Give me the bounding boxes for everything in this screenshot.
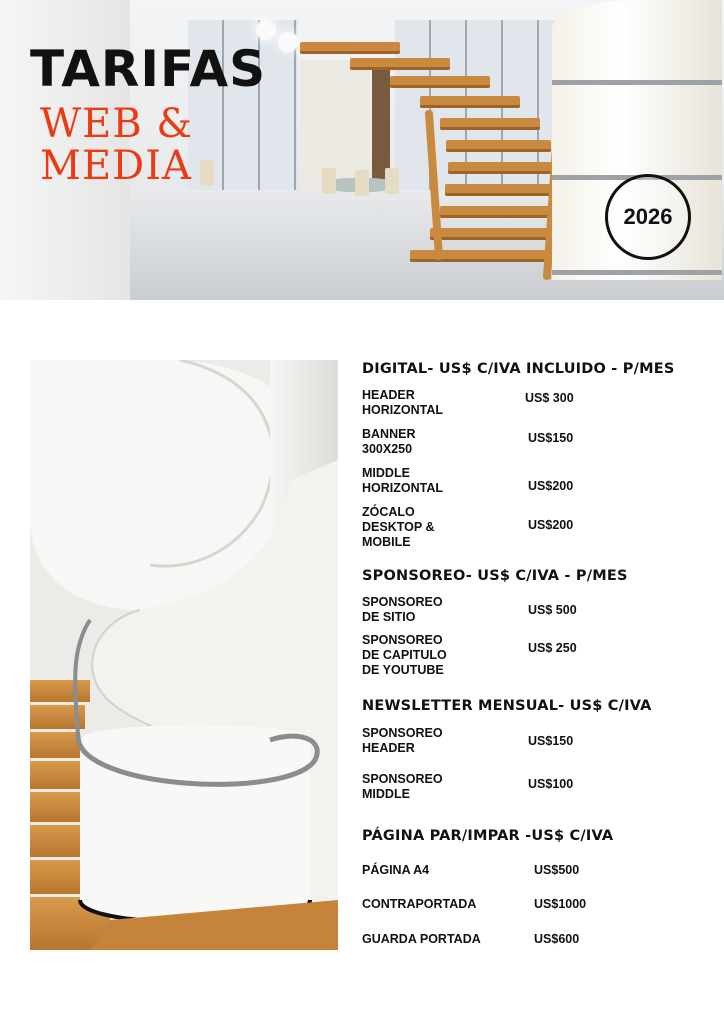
stair-step — [445, 184, 563, 196]
stair-step — [440, 118, 540, 130]
item-price: US$ 250 — [528, 641, 577, 655]
year-badge: 2026 — [605, 174, 691, 260]
item-price: US$150 — [528, 431, 574, 445]
stair-step — [448, 162, 558, 174]
item-price: US$100 — [528, 777, 574, 791]
item-price: US$200 — [528, 479, 574, 493]
chair — [355, 170, 369, 196]
section-heading-pagina: PÁGINA PAR/IMPAR -US$ C/IVA — [362, 828, 614, 844]
column-band — [552, 270, 722, 275]
page-title: TARIFAS — [30, 40, 267, 98]
item-label: HEADER HORIZONTAL — [362, 388, 444, 417]
item-price: US$ 300 — [525, 391, 574, 405]
staircase-illustration — [30, 360, 338, 950]
item-label: SPONSOREO DE SITIO — [362, 595, 443, 624]
stair-step — [300, 42, 400, 54]
section-heading-sponsoreo: SPONSOREO- US$ C/IVA - P/MES — [362, 568, 628, 584]
item-label: SPONSOREO HEADER — [362, 726, 443, 755]
stair-step — [420, 96, 520, 108]
section-heading-digital: DIGITAL- US$ C/IVA INCLUIDO - P/MES — [362, 361, 675, 377]
chair — [322, 168, 336, 194]
stair-step — [390, 76, 490, 88]
column-band — [552, 80, 722, 85]
stair-step — [410, 250, 560, 262]
item-label: SPONSOREO DE CAPITULO DE YOUTUBE — [362, 633, 447, 677]
item-label: CONTRAPORTADA — [362, 897, 477, 911]
stair-step — [446, 140, 551, 152]
section-heading-newsletter: NEWSLETTER MENSUAL- US$ C/IVA — [362, 698, 652, 714]
item-price: US$500 — [534, 863, 580, 877]
item-label: GUARDA PORTADA — [362, 932, 481, 946]
chair — [385, 168, 399, 194]
chair — [200, 160, 214, 186]
item-price: US$600 — [534, 932, 580, 946]
subtitle-line2: MEDIA — [40, 143, 192, 189]
staircase-photo — [30, 360, 338, 950]
item-label: MIDDLE HORIZONTAL — [362, 466, 444, 495]
item-price: US$150 — [528, 734, 574, 748]
wood-pillar — [372, 70, 390, 180]
hero-image — [0, 0, 724, 300]
pendant-lamp — [278, 32, 298, 52]
stair-step — [350, 58, 450, 70]
item-label: ZÓCALO DESKTOP & MOBILE — [362, 505, 435, 549]
item-price: US$1000 — [534, 897, 587, 911]
item-price: US$200 — [528, 518, 574, 532]
item-price: US$ 500 — [528, 603, 577, 617]
item-label: BANNER 300X250 — [362, 427, 416, 456]
subtitle-line1: WEB & — [40, 101, 194, 147]
item-label: PÁGINA A4 — [362, 863, 430, 877]
pendant-lamp — [256, 20, 276, 40]
item-label: SPONSOREO MIDDLE — [362, 772, 443, 801]
